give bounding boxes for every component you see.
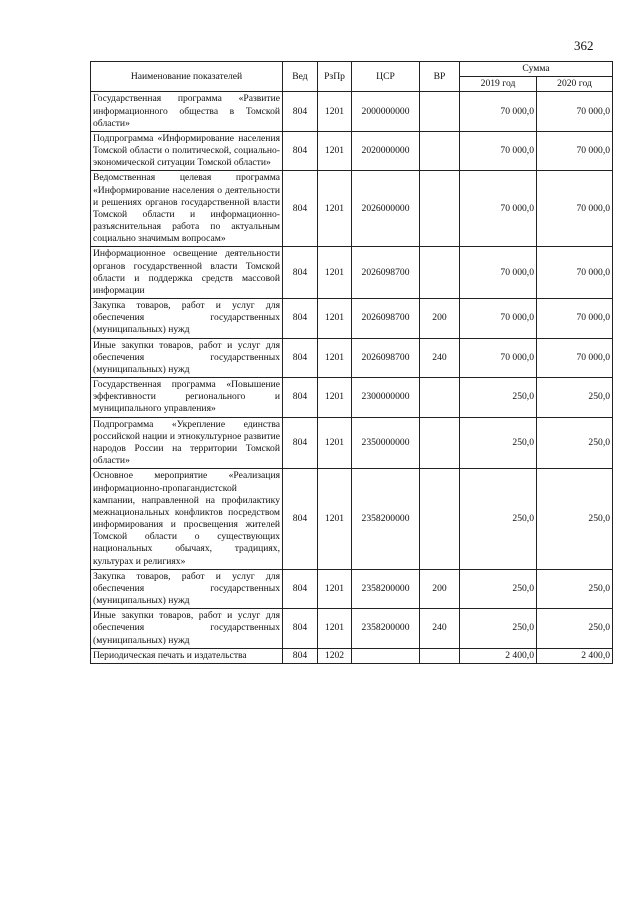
row-name-cell: Основное мероприятие «Реализация информационно-пропагандистской кампании, направленной на профилактику межнациональных конфликтов посредством информирования и просвещения жителей Томской области о существующих национальных обычаях, традициях, культурах и религиях» bbox=[91, 469, 283, 569]
table-row bbox=[91, 92, 613, 132]
header-year-2019: 2019 год bbox=[460, 77, 537, 92]
row-csr-cell: 2358200000 bbox=[352, 469, 420, 569]
row-vr-cell bbox=[420, 648, 460, 663]
row-sum-2020-cell: 70 000,0 bbox=[537, 171, 613, 247]
row-csr-cell: 2000000000 bbox=[352, 92, 420, 132]
row-sum-2020-cell: 70 000,0 bbox=[537, 338, 613, 378]
row-sum-2019-cell: 2 400,0 bbox=[460, 648, 537, 663]
row-name-cell: Ведомственная целевая программа «Информирование населения о деятельности и решениях органов государственной власти Томской области и информационно-разъяснительная работа по актуальным социально значимым вопросам» bbox=[91, 171, 283, 247]
row-csr-cell: 2020000000 bbox=[352, 131, 420, 171]
row-rzpr-cell: 1201 bbox=[318, 469, 352, 569]
row-ved-cell: 804 bbox=[283, 469, 318, 569]
row-ved-cell: 804 bbox=[283, 648, 318, 663]
row-ved-cell: 804 bbox=[283, 299, 318, 339]
row-sum-2020-cell: 250,0 bbox=[537, 378, 613, 418]
row-vr-cell bbox=[420, 247, 460, 299]
row-rzpr-cell: 1201 bbox=[318, 171, 352, 247]
row-sum-2020-cell: 2 400,0 bbox=[537, 648, 613, 663]
table-row bbox=[91, 131, 613, 171]
row-csr-cell bbox=[352, 648, 420, 663]
row-ved-cell: 804 bbox=[283, 378, 318, 418]
table-row bbox=[91, 247, 613, 299]
budget-table bbox=[90, 61, 613, 664]
table-row bbox=[91, 378, 613, 418]
row-ved-cell: 804 bbox=[283, 417, 318, 469]
row-ved-cell: 804 bbox=[283, 609, 318, 649]
page-number: 362 bbox=[574, 38, 594, 53]
row-sum-2020-cell: 70 000,0 bbox=[537, 299, 613, 339]
row-rzpr-cell: 1201 bbox=[318, 338, 352, 378]
row-ved-cell: 804 bbox=[283, 171, 318, 247]
row-vr-cell bbox=[420, 131, 460, 171]
row-sum-2019-cell: 250,0 bbox=[460, 569, 537, 609]
row-sum-2020-cell: 70 000,0 bbox=[537, 131, 613, 171]
row-vr-cell bbox=[420, 171, 460, 247]
row-name-cell: Закупка товаров, работ и услуг для обеспечения государственных (муниципальных) нужд bbox=[91, 569, 283, 609]
row-ved-cell: 804 bbox=[283, 131, 318, 171]
row-vr-cell bbox=[420, 378, 460, 418]
row-csr-cell: 2358200000 bbox=[352, 569, 420, 609]
row-rzpr-cell: 1201 bbox=[318, 299, 352, 339]
row-sum-2020-cell: 250,0 bbox=[537, 569, 613, 609]
table-row bbox=[91, 417, 613, 469]
row-name-cell: Иные закупки товаров, работ и услуг для обеспечения государственных (муниципальных) нужд bbox=[91, 609, 283, 649]
row-sum-2019-cell: 70 000,0 bbox=[460, 338, 537, 378]
row-sum-2019-cell: 70 000,0 bbox=[460, 92, 537, 132]
row-name-cell: Информационное освещение деятельности органов государственной власти Томской области и поддержка средств массовой информации bbox=[91, 247, 283, 299]
row-rzpr-cell: 1201 bbox=[318, 247, 352, 299]
header-rzpr: РзПр bbox=[318, 62, 352, 92]
row-rzpr-cell: 1201 bbox=[318, 417, 352, 469]
header-ved: Вед bbox=[283, 62, 318, 92]
row-csr-cell: 2026000000 bbox=[352, 171, 420, 247]
row-sum-2019-cell: 250,0 bbox=[460, 417, 537, 469]
row-ved-cell: 804 bbox=[283, 569, 318, 609]
row-name-cell: Подпрограмма «Информирование населения Томской области о политической, социально-экономической ситуации Томской области» bbox=[91, 131, 283, 171]
row-name-cell: Иные закупки товаров, работ и услуг для обеспечения государственных (муниципальных) нужд bbox=[91, 338, 283, 378]
row-vr-cell: 200 bbox=[420, 569, 460, 609]
table-row bbox=[91, 299, 613, 339]
row-rzpr-cell: 1202 bbox=[318, 648, 352, 663]
row-sum-2019-cell: 70 000,0 bbox=[460, 247, 537, 299]
row-rzpr-cell: 1201 bbox=[318, 569, 352, 609]
row-vr-cell: 240 bbox=[420, 338, 460, 378]
row-ved-cell: 804 bbox=[283, 338, 318, 378]
row-vr-cell: 240 bbox=[420, 609, 460, 649]
row-vr-cell bbox=[420, 469, 460, 569]
row-rzpr-cell: 1201 bbox=[318, 131, 352, 171]
row-vr-cell: 200 bbox=[420, 299, 460, 339]
row-sum-2019-cell: 70 000,0 bbox=[460, 171, 537, 247]
row-name-cell: Государственная программа «Развитие информационного общества в Томской области» bbox=[91, 92, 283, 132]
row-csr-cell: 2026098700 bbox=[352, 247, 420, 299]
row-rzpr-cell: 1201 bbox=[318, 378, 352, 418]
row-csr-cell: 2358200000 bbox=[352, 609, 420, 649]
table-row bbox=[91, 609, 613, 649]
table-row bbox=[91, 338, 613, 378]
row-name-cell: Периодическая печать и издательства bbox=[91, 648, 283, 663]
row-sum-2020-cell: 70 000,0 bbox=[537, 247, 613, 299]
header-csr: ЦСР bbox=[352, 62, 420, 92]
row-name-cell: Подпрограмма «Укрепление единства российской нации и этнокультурное развитие народов России на территории Томской области» bbox=[91, 417, 283, 469]
header-name: Наименование показателей bbox=[91, 62, 283, 92]
header-year-2020: 2020 год bbox=[537, 77, 613, 92]
row-sum-2019-cell: 250,0 bbox=[460, 378, 537, 418]
header-sum: Сумма bbox=[460, 62, 613, 77]
table-row bbox=[91, 469, 613, 569]
row-sum-2019-cell: 70 000,0 bbox=[460, 299, 537, 339]
header-vr: ВР bbox=[420, 62, 460, 92]
row-ved-cell: 804 bbox=[283, 247, 318, 299]
row-csr-cell: 2300000000 bbox=[352, 378, 420, 418]
row-sum-2019-cell: 250,0 bbox=[460, 609, 537, 649]
row-sum-2020-cell: 250,0 bbox=[537, 417, 613, 469]
table-row bbox=[91, 648, 613, 663]
row-vr-cell bbox=[420, 417, 460, 469]
row-ved-cell: 804 bbox=[283, 92, 318, 132]
row-name-cell: Закупка товаров, работ и услуг для обеспечения государственных (муниципальных) нужд bbox=[91, 299, 283, 339]
row-sum-2019-cell: 70 000,0 bbox=[460, 131, 537, 171]
row-vr-cell bbox=[420, 92, 460, 132]
row-csr-cell: 2026098700 bbox=[352, 338, 420, 378]
row-rzpr-cell: 1201 bbox=[318, 609, 352, 649]
row-csr-cell: 2350000000 bbox=[352, 417, 420, 469]
table-header bbox=[91, 62, 613, 92]
row-sum-2019-cell: 250,0 bbox=[460, 469, 537, 569]
row-sum-2020-cell: 250,0 bbox=[537, 609, 613, 649]
row-sum-2020-cell: 250,0 bbox=[537, 469, 613, 569]
table-row bbox=[91, 569, 613, 609]
row-sum-2020-cell: 70 000,0 bbox=[537, 92, 613, 132]
table-body bbox=[91, 92, 613, 664]
table-row bbox=[91, 171, 613, 247]
row-name-cell: Государственная программа «Повышение эффективности регионального и муниципального управления» bbox=[91, 378, 283, 418]
row-rzpr-cell: 1201 bbox=[318, 92, 352, 132]
row-csr-cell: 2026098700 bbox=[352, 299, 420, 339]
